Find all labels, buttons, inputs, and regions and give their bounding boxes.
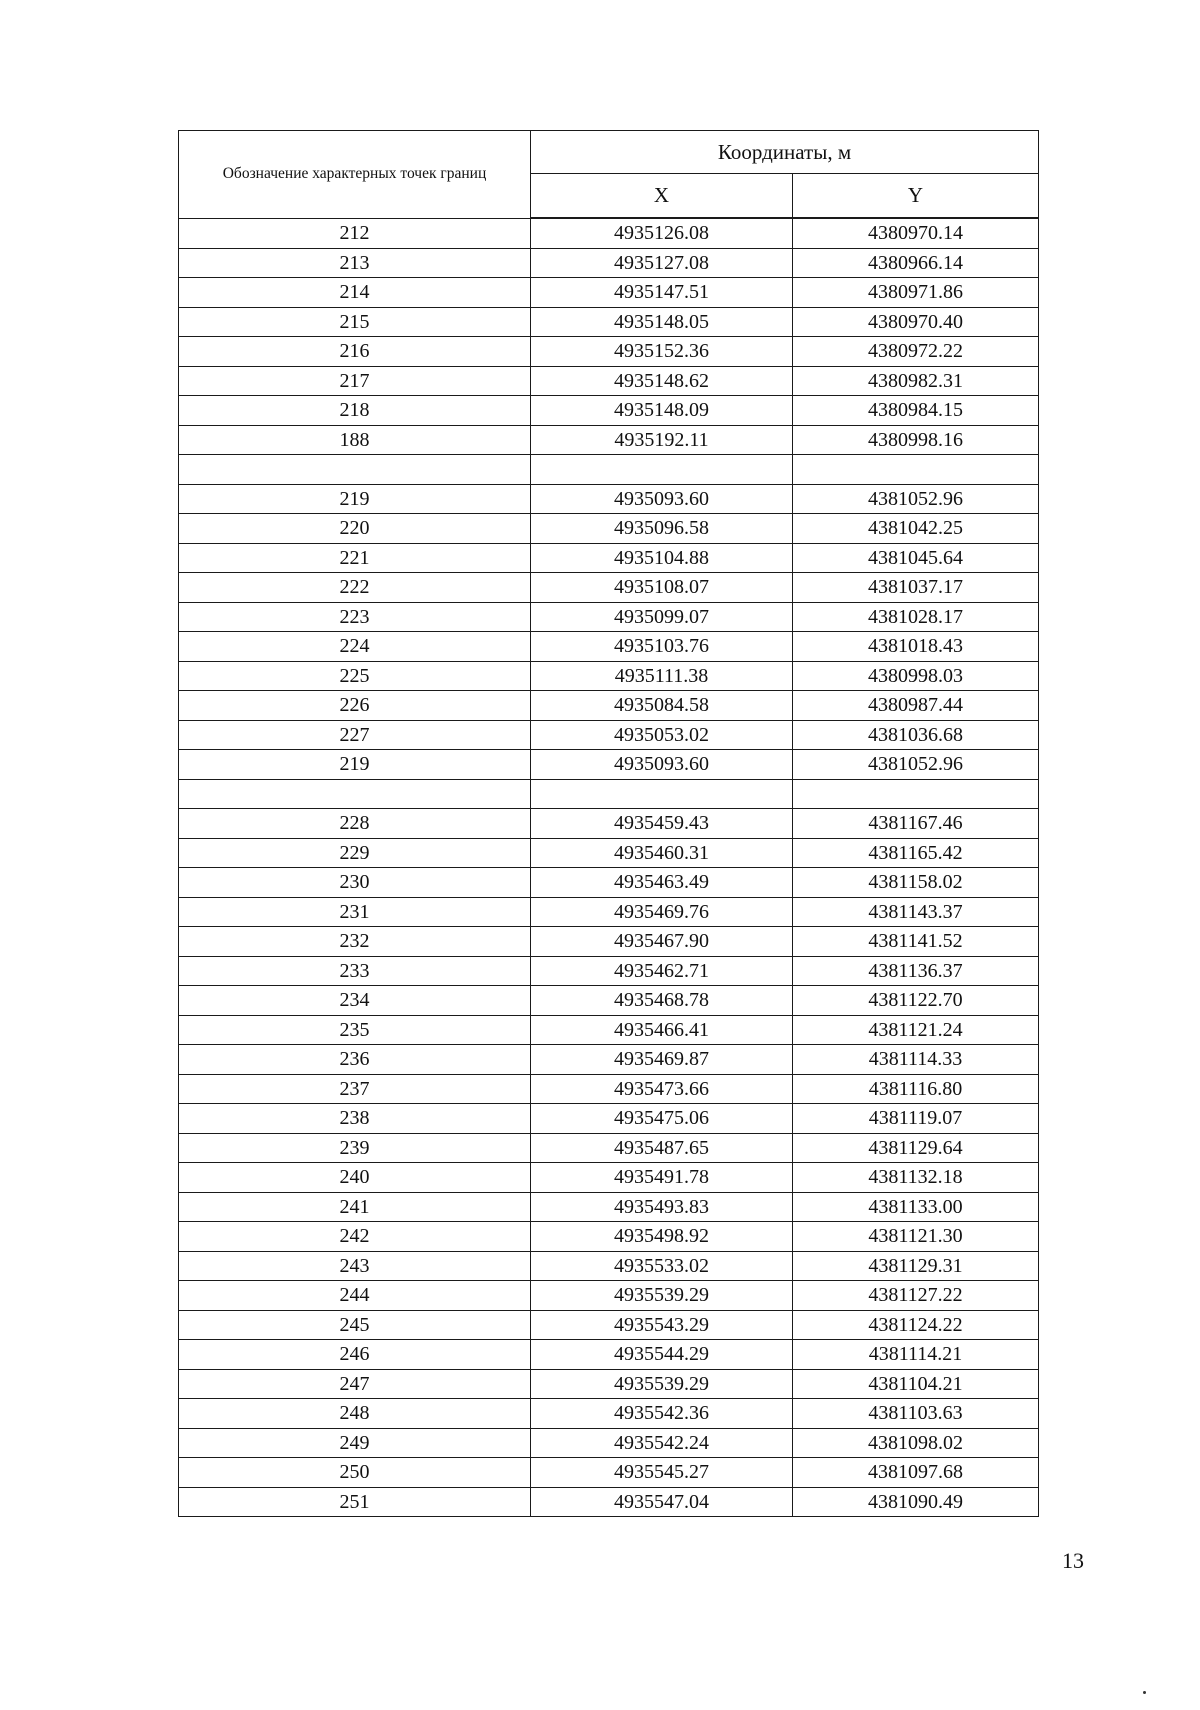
x-coordinate-cell [531, 455, 793, 485]
x-coordinate-cell: 4935111.38 [531, 661, 793, 691]
y-coordinate-cell: 4381133.00 [793, 1192, 1039, 1222]
y-coordinate-cell: 4381104.21 [793, 1369, 1039, 1399]
x-coordinate-cell: 4935148.62 [531, 366, 793, 396]
table-row [179, 838, 1039, 868]
point-cell: 239 [179, 1133, 531, 1163]
x-coordinate-cell: 4935473.66 [531, 1074, 793, 1104]
x-coordinate-cell: 4935469.87 [531, 1045, 793, 1075]
y-coordinate-cell: 4380984.15 [793, 396, 1039, 426]
table-row [179, 1281, 1039, 1311]
point-cell [179, 779, 531, 809]
y-coordinate-cell: 4381114.21 [793, 1340, 1039, 1370]
header-point-designation: Обозначение характерных точек границ [179, 131, 531, 219]
x-coordinate-cell: 4935542.24 [531, 1428, 793, 1458]
x-coordinate-cell: 4935084.58 [531, 691, 793, 721]
y-coordinate-cell: 4381158.02 [793, 868, 1039, 898]
table-row [179, 1133, 1039, 1163]
x-coordinate-cell: 4935544.29 [531, 1340, 793, 1370]
point-cell: 245 [179, 1310, 531, 1340]
y-coordinate-cell: 4381103.63 [793, 1399, 1039, 1429]
y-coordinate-cell: 4380966.14 [793, 248, 1039, 278]
table-row [179, 779, 1039, 809]
point-cell: 247 [179, 1369, 531, 1399]
y-coordinate-cell: 4381141.52 [793, 927, 1039, 957]
x-coordinate-cell: 4935545.27 [531, 1458, 793, 1488]
point-cell: 244 [179, 1281, 531, 1311]
point-cell: 243 [179, 1251, 531, 1281]
y-coordinate-cell: 4381129.31 [793, 1251, 1039, 1281]
y-coordinate-cell: 4381116.80 [793, 1074, 1039, 1104]
x-coordinate-cell: 4935148.05 [531, 307, 793, 337]
table-row [179, 366, 1039, 396]
x-coordinate-cell: 4935547.04 [531, 1487, 793, 1517]
y-coordinate-cell: 4381136.37 [793, 956, 1039, 986]
point-cell: 238 [179, 1104, 531, 1134]
y-coordinate-cell: 4381143.37 [793, 897, 1039, 927]
y-coordinate-cell: 4381098.02 [793, 1428, 1039, 1458]
x-coordinate-cell: 4935152.36 [531, 337, 793, 367]
table-row [179, 868, 1039, 898]
y-coordinate-cell: 4381090.49 [793, 1487, 1039, 1517]
x-coordinate-cell: 4935533.02 [531, 1251, 793, 1281]
x-coordinate-cell: 4935543.29 [531, 1310, 793, 1340]
table-row [179, 956, 1039, 986]
y-coordinate-cell: 4380998.16 [793, 425, 1039, 455]
point-cell: 188 [179, 425, 531, 455]
x-coordinate-cell: 4935463.49 [531, 868, 793, 898]
y-coordinate-cell: 4381018.43 [793, 632, 1039, 662]
y-coordinate-cell: 4380987.44 [793, 691, 1039, 721]
table-row [179, 1251, 1039, 1281]
point-cell: 224 [179, 632, 531, 662]
y-coordinate-cell: 4380971.86 [793, 278, 1039, 308]
x-coordinate-cell: 4935468.78 [531, 986, 793, 1016]
table-row [179, 248, 1039, 278]
x-coordinate-cell: 4935469.76 [531, 897, 793, 927]
point-cell: 223 [179, 602, 531, 632]
x-coordinate-cell: 4935192.11 [531, 425, 793, 455]
x-coordinate-cell: 4935096.58 [531, 514, 793, 544]
point-cell: 248 [179, 1399, 531, 1429]
x-coordinate-cell: 4935093.60 [531, 750, 793, 780]
table-header [179, 131, 1039, 219]
table-row [179, 1399, 1039, 1429]
point-cell: 219 [179, 750, 531, 780]
point-cell: 251 [179, 1487, 531, 1517]
point-cell: 241 [179, 1192, 531, 1222]
x-coordinate-cell: 4935539.29 [531, 1281, 793, 1311]
x-coordinate-cell: 4935539.29 [531, 1369, 793, 1399]
y-coordinate-cell: 4381114.33 [793, 1045, 1039, 1075]
table-row [179, 1222, 1039, 1252]
y-coordinate-cell: 4381052.96 [793, 750, 1039, 780]
point-cell: 222 [179, 573, 531, 603]
header-x: X [531, 174, 793, 219]
table-row [179, 1340, 1039, 1370]
point-cell: 212 [179, 218, 531, 248]
point-cell: 242 [179, 1222, 531, 1252]
x-coordinate-cell: 4935147.51 [531, 278, 793, 308]
point-cell: 213 [179, 248, 531, 278]
table-row [179, 396, 1039, 426]
y-coordinate-cell: 4381132.18 [793, 1163, 1039, 1193]
x-coordinate-cell: 4935462.71 [531, 956, 793, 986]
coordinates-table [178, 130, 1039, 1517]
y-coordinate-cell: 4381129.64 [793, 1133, 1039, 1163]
y-coordinate-cell: 4381028.17 [793, 602, 1039, 632]
point-cell: 220 [179, 514, 531, 544]
x-coordinate-cell: 4935460.31 [531, 838, 793, 868]
table-row [179, 1458, 1039, 1488]
point-cell: 233 [179, 956, 531, 986]
y-coordinate-cell: 4381121.24 [793, 1015, 1039, 1045]
x-coordinate-cell: 4935103.76 [531, 632, 793, 662]
x-coordinate-cell: 4935108.07 [531, 573, 793, 603]
table-row [179, 720, 1039, 750]
x-coordinate-cell: 4935493.83 [531, 1192, 793, 1222]
point-cell: 236 [179, 1045, 531, 1075]
y-coordinate-cell: 4380972.22 [793, 337, 1039, 367]
y-coordinate-cell: 4380982.31 [793, 366, 1039, 396]
point-cell: 240 [179, 1163, 531, 1193]
table-row [179, 455, 1039, 485]
x-coordinate-cell: 4935053.02 [531, 720, 793, 750]
table-row [179, 1163, 1039, 1193]
y-coordinate-cell: 4381124.22 [793, 1310, 1039, 1340]
table-row [179, 1045, 1039, 1075]
table-row [179, 1369, 1039, 1399]
point-cell: 226 [179, 691, 531, 721]
point-cell: 232 [179, 927, 531, 957]
table-row [179, 691, 1039, 721]
table-row [179, 1015, 1039, 1045]
x-coordinate-cell: 4935475.06 [531, 1104, 793, 1134]
y-coordinate-cell: 4381119.07 [793, 1104, 1039, 1134]
table-row [179, 425, 1039, 455]
point-cell: 234 [179, 986, 531, 1016]
point-cell: 214 [179, 278, 531, 308]
table-row [179, 1487, 1039, 1517]
y-coordinate-cell: 4381122.70 [793, 986, 1039, 1016]
y-coordinate-cell: 4381165.42 [793, 838, 1039, 868]
table-body [179, 218, 1039, 1517]
y-coordinate-cell: 4381097.68 [793, 1458, 1039, 1488]
point-cell: 217 [179, 366, 531, 396]
x-coordinate-cell: 4935126.08 [531, 218, 793, 248]
x-coordinate-cell: 4935498.92 [531, 1222, 793, 1252]
point-cell: 249 [179, 1428, 531, 1458]
y-coordinate-cell: 4381127.22 [793, 1281, 1039, 1311]
y-coordinate-cell: 4381036.68 [793, 720, 1039, 750]
y-coordinate-cell [793, 455, 1039, 485]
table-row [179, 1104, 1039, 1134]
x-coordinate-cell: 4935127.08 [531, 248, 793, 278]
table-row [179, 1310, 1039, 1340]
table-row [179, 602, 1039, 632]
y-coordinate-cell: 4380998.03 [793, 661, 1039, 691]
x-coordinate-cell: 4935487.65 [531, 1133, 793, 1163]
scan-speck [1143, 1691, 1146, 1694]
table-row [179, 1428, 1039, 1458]
header-coordinates: Координаты, м [531, 131, 1039, 174]
y-coordinate-cell [793, 779, 1039, 809]
point-cell: 237 [179, 1074, 531, 1104]
table-row [179, 307, 1039, 337]
point-cell: 230 [179, 868, 531, 898]
x-coordinate-cell: 4935099.07 [531, 602, 793, 632]
y-coordinate-cell: 4381045.64 [793, 543, 1039, 573]
y-coordinate-cell: 4381042.25 [793, 514, 1039, 544]
page-number: 13 [1062, 1548, 1084, 1573]
point-cell: 218 [179, 396, 531, 426]
table-row [179, 337, 1039, 367]
x-coordinate-cell: 4935104.88 [531, 543, 793, 573]
table-row [179, 809, 1039, 839]
x-coordinate-cell: 4935491.78 [531, 1163, 793, 1193]
table-row [179, 484, 1039, 514]
point-cell: 235 [179, 1015, 531, 1045]
x-coordinate-cell: 4935542.36 [531, 1399, 793, 1429]
point-cell: 225 [179, 661, 531, 691]
y-coordinate-cell: 4381052.96 [793, 484, 1039, 514]
x-coordinate-cell [531, 779, 793, 809]
x-coordinate-cell: 4935093.60 [531, 484, 793, 514]
point-cell: 250 [179, 1458, 531, 1488]
table-row [179, 514, 1039, 544]
table-row [179, 750, 1039, 780]
x-coordinate-cell: 4935466.41 [531, 1015, 793, 1045]
x-coordinate-cell: 4935459.43 [531, 809, 793, 839]
point-cell: 229 [179, 838, 531, 868]
x-coordinate-cell: 4935148.09 [531, 396, 793, 426]
point-cell: 219 [179, 484, 531, 514]
y-coordinate-cell: 4380970.40 [793, 307, 1039, 337]
point-cell: 221 [179, 543, 531, 573]
y-coordinate-cell: 4381121.30 [793, 1222, 1039, 1252]
point-cell: 228 [179, 809, 531, 839]
y-coordinate-cell: 4381037.17 [793, 573, 1039, 603]
table-row [179, 1074, 1039, 1104]
x-coordinate-cell: 4935467.90 [531, 927, 793, 957]
table-row [179, 278, 1039, 308]
point-cell: 246 [179, 1340, 531, 1370]
point-cell: 227 [179, 720, 531, 750]
table-row [179, 927, 1039, 957]
table-row [179, 543, 1039, 573]
table-row [179, 218, 1039, 248]
point-cell: 231 [179, 897, 531, 927]
table-row [179, 986, 1039, 1016]
y-coordinate-cell: 4380970.14 [793, 218, 1039, 248]
point-cell [179, 455, 531, 485]
table-row [179, 1192, 1039, 1222]
y-coordinate-cell: 4381167.46 [793, 809, 1039, 839]
table-row [179, 632, 1039, 662]
point-cell: 215 [179, 307, 531, 337]
table-row [179, 897, 1039, 927]
header-y: Y [793, 174, 1039, 219]
table-row [179, 573, 1039, 603]
point-cell: 216 [179, 337, 531, 367]
table-row [179, 661, 1039, 691]
